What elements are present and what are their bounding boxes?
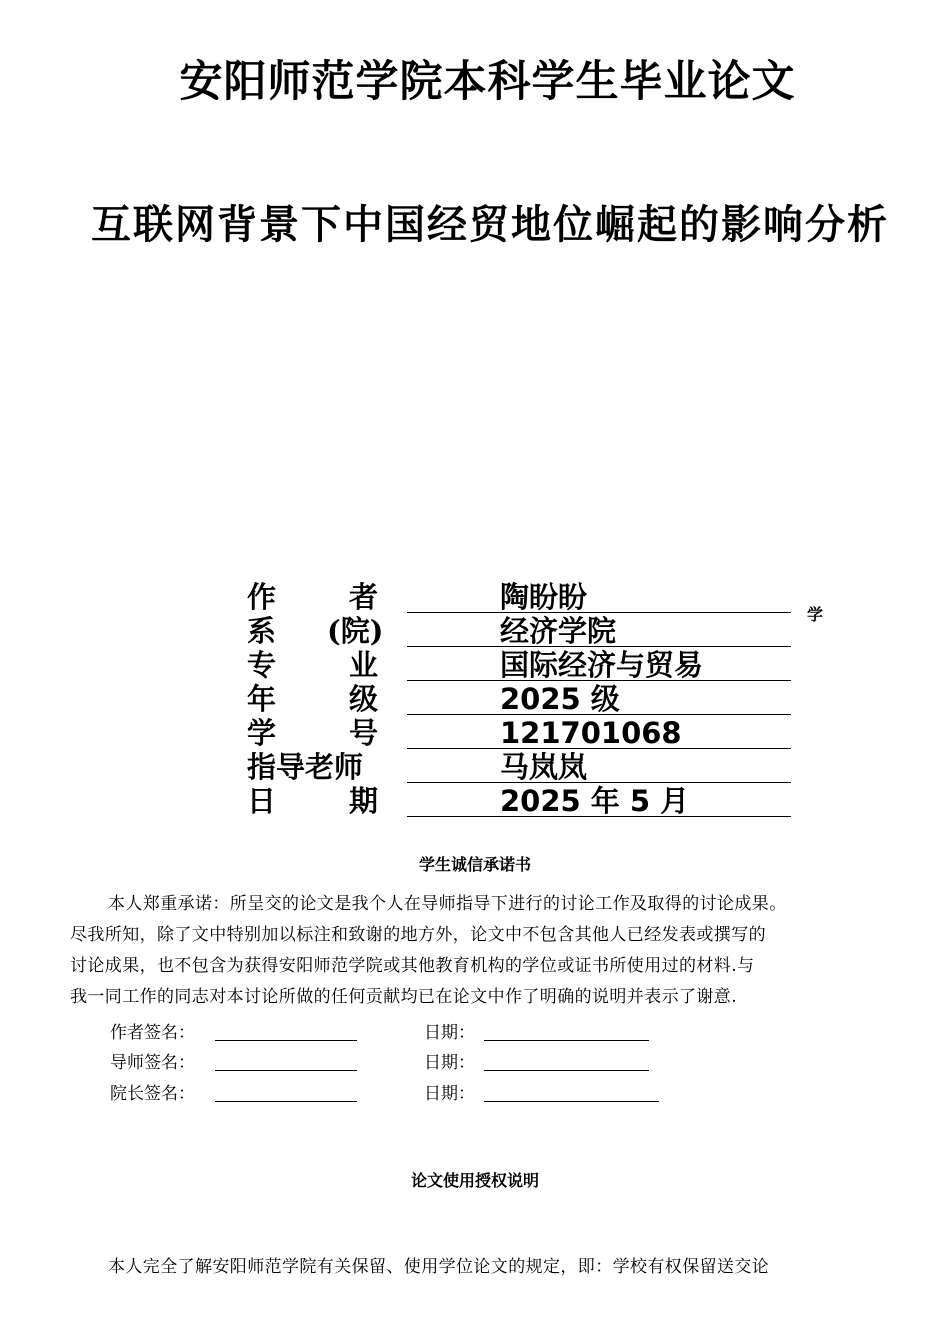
- info-row-major: [0, 648, 950, 682]
- date-line: [484, 1040, 649, 1041]
- signature-label: 导师签名：: [110, 1053, 195, 1073]
- side-note: 学: [807, 605, 824, 624]
- signature-row-dean: [0, 1079, 950, 1107]
- paragraph-line: 本人完全了解安阳师范学院有关保留、使用学位论文的规定，即：学校有权保留送交论: [108, 1257, 770, 1277]
- underline: [407, 782, 791, 783]
- info-label: 专 业: [247, 648, 379, 682]
- signature-line: [215, 1070, 357, 1071]
- paragraph-line: 讨论成果，也不包含为获得安阳师范学院或其他教育机构的学位或证书所使用过的材料.与: [70, 956, 755, 976]
- date-value: 2025 年 5 月: [500, 784, 690, 818]
- date-line: [484, 1070, 649, 1071]
- info-label: 作 者: [247, 580, 379, 614]
- grade-value: 2025 级: [500, 682, 620, 716]
- university-title: 安阳师范学院本科学生毕业论文: [179, 57, 796, 107]
- signature-label: 作者签名：: [110, 1023, 195, 1043]
- info-label: 年 级: [247, 682, 379, 716]
- signature-line: [215, 1040, 357, 1041]
- info-row-student-id: [0, 716, 950, 750]
- department-value: 经济学院: [500, 614, 617, 648]
- signature-row-author: [0, 1018, 950, 1046]
- signature-line: [215, 1101, 357, 1102]
- info-label: 指导老师: [247, 750, 364, 784]
- underline: [407, 612, 791, 613]
- pledge-paragraph: [70, 889, 930, 1013]
- info-label: 学 号: [247, 716, 379, 750]
- student-id-value: 121701068: [500, 716, 682, 750]
- pledge-heading: 学生诚信承诺书: [418, 855, 531, 874]
- date-label: 日期：: [424, 1023, 475, 1043]
- author-value: 陶盼盼: [500, 580, 588, 614]
- info-row-grade: [0, 682, 950, 716]
- paragraph-line: 本人郑重承诺：所呈交的论文是我个人在导师指导下进行的讨论工作及取得的讨论成果。: [108, 894, 787, 914]
- date-line: [484, 1101, 659, 1102]
- signature-row-advisor: [0, 1048, 950, 1076]
- thesis-title: 互联网背景下中国经贸地位崛起的影响分析: [91, 201, 889, 248]
- paragraph-line: 尽我所知，除了文中特别加以标注和致谢的地方外，论文中不包含其他人已经发表或撰写的: [70, 925, 766, 945]
- info-label: 系 (院): [247, 614, 384, 648]
- signature-label: 院长签名：: [110, 1084, 195, 1104]
- authorization-paragraph: [70, 1252, 930, 1283]
- major-value: 国际经济与贸易: [500, 648, 704, 682]
- date-label: 日期：: [424, 1084, 475, 1104]
- date-label: 日期：: [424, 1053, 475, 1073]
- advisor-value: 马岚岚: [500, 750, 588, 784]
- authorization-heading: 论文使用授权说明: [410, 1171, 539, 1190]
- paragraph-line: 我一同工作的同志对本讨论所做的任何贡献均已在论文中作了明确的说明并表示了谢意.: [70, 987, 738, 1007]
- info-row-advisor: [0, 750, 950, 784]
- info-row-date: [0, 784, 950, 818]
- info-label: 日 期: [247, 784, 379, 818]
